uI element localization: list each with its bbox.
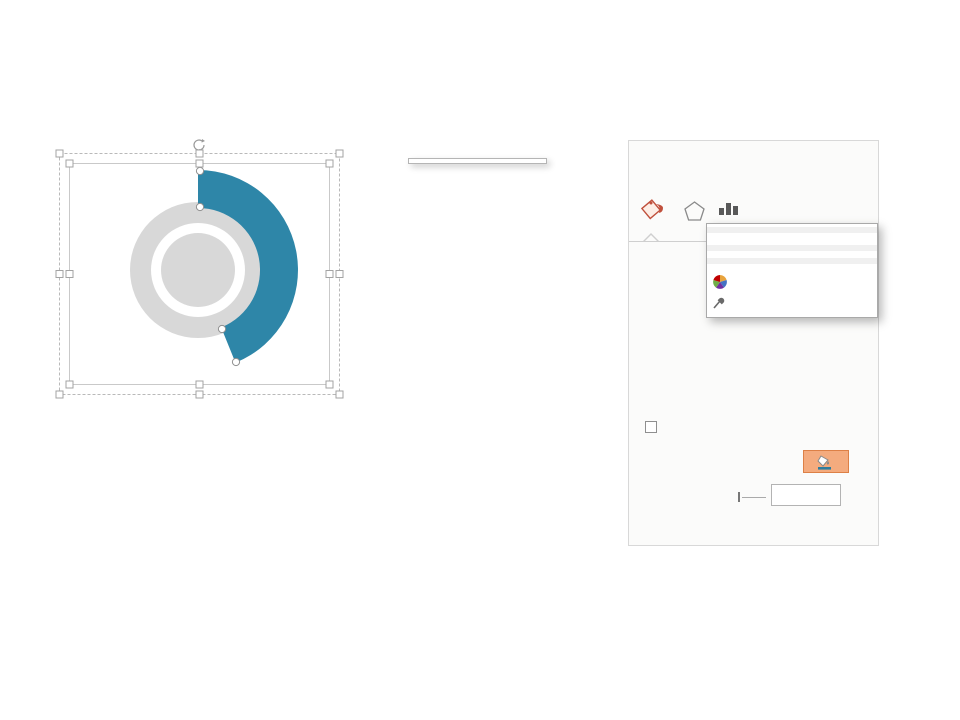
color-fill-button[interactable] (803, 450, 849, 473)
checkbox-check-icon (645, 421, 657, 433)
transparency-value-box[interactable] (771, 484, 841, 506)
series-options-tab-icon[interactable] (717, 199, 741, 222)
color-wheel-icon (713, 275, 727, 289)
theme-colors-header (707, 227, 877, 233)
series-options-header[interactable] (639, 179, 645, 191)
fill-line-tab-icon[interactable] (639, 196, 667, 227)
vary-colors-checkbox[interactable] (645, 421, 665, 433)
paint-bucket-icon (816, 454, 833, 470)
more-colors-item[interactable] (713, 273, 871, 291)
effects-tab-icon[interactable] (682, 199, 707, 227)
chart-selection[interactable] (55, 138, 345, 407)
format-panel (628, 140, 879, 546)
eyedropper-item[interactable] (713, 293, 871, 311)
color-picker-popup (706, 223, 878, 318)
eyedropper-icon (713, 295, 727, 309)
context-menu (408, 158, 547, 164)
recent-colors-header (707, 258, 877, 264)
standard-colors-header (707, 245, 877, 251)
donut-center-circle[interactable] (161, 233, 235, 307)
